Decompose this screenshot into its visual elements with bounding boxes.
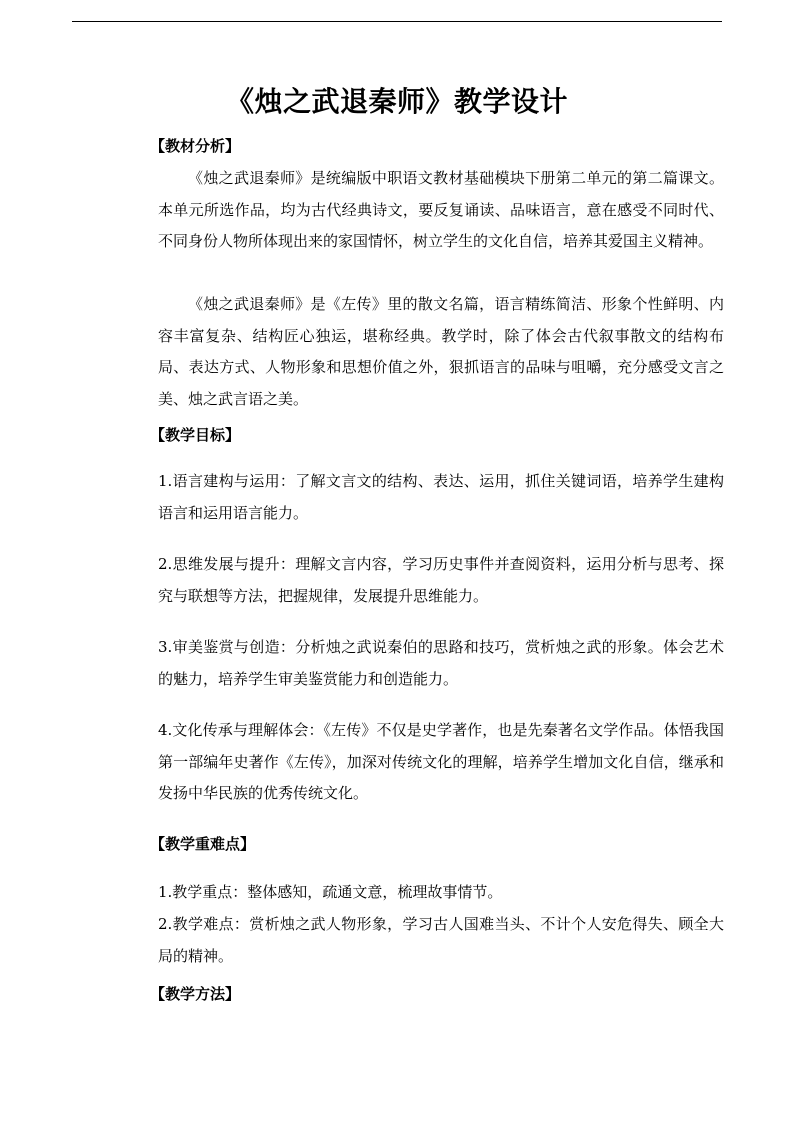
section-heading-analysis: 【教材分析】 [150,137,241,155]
document-title: 《烛之武退秦师》教学设计 [225,85,568,118]
analysis-paragraph-1: 《烛之武退秦师》是统编版中职语文教材基础模块下册第二单元的第二篇课文。本单元所选作品，均为古代经典诗文，要反复诵读、品味语言，意在感受不同时代、不同身份人物所体现出来的家国情怀，树立学生的文化自信，培养其爱国主义精神。 [158,169,724,250]
header-rule [72,21,722,22]
goal-item-2: 2.思维发展与提升：理解文言内容，学习历史事件并查阅资料，运用分析与思考、探究与联想等方法，把握规律，发展提升思维能力。 [158,555,724,605]
goal-item-4: 4.文化传承与理解体会：《左传》不仅是史学著作，也是先秦著名文学作品。体悟我国第一部编年史著作《左传》，加深对传统文化的理解，培养学生增加文化自信，继承和发扬中华民族的优秀传统文化。 [158,721,724,802]
section-heading-keypoints: 【教学重难点】 [150,835,256,853]
analysis-paragraph-2: 《烛之武退秦师》是《左传》里的散文名篇，语言精练简洁、形象个性鲜明、内容丰富复杂、结构匠心独运，堪称经典。教学时，除了体会古代叙事散文的结构布局、表达方式、人物形象和思想价值之外，狠抓语言的品味与咀嚼，充分感受文言之美、烛之武言语之美。 [158,295,724,408]
goal-item-3: 3.审美鉴赏与创造：分析烛之武说秦伯的思路和技巧，赏析烛之武的形象。体会艺术的魅力，培养学生审美鉴赏能力和创造能力。 [158,638,724,688]
keypoint-item-2: 2.教学难点：赏析烛之武人物形象，学习古人国难当头、不计个人安危得失、顾全大局的精神。 [158,915,724,965]
section-heading-goals: 【教学目标】 [150,426,241,444]
keypoint-item-1: 1.教学重点：整体感知，疏通文意，梳理故事情节。 [158,883,503,901]
section-heading-methods: 【教学方法】 [150,985,241,1003]
goal-item-1: 1.语言建构与运用：了解文言文的结构、表达、运用，抓住关键词语，培养学生建构语言和运用语言能力。 [158,472,724,522]
